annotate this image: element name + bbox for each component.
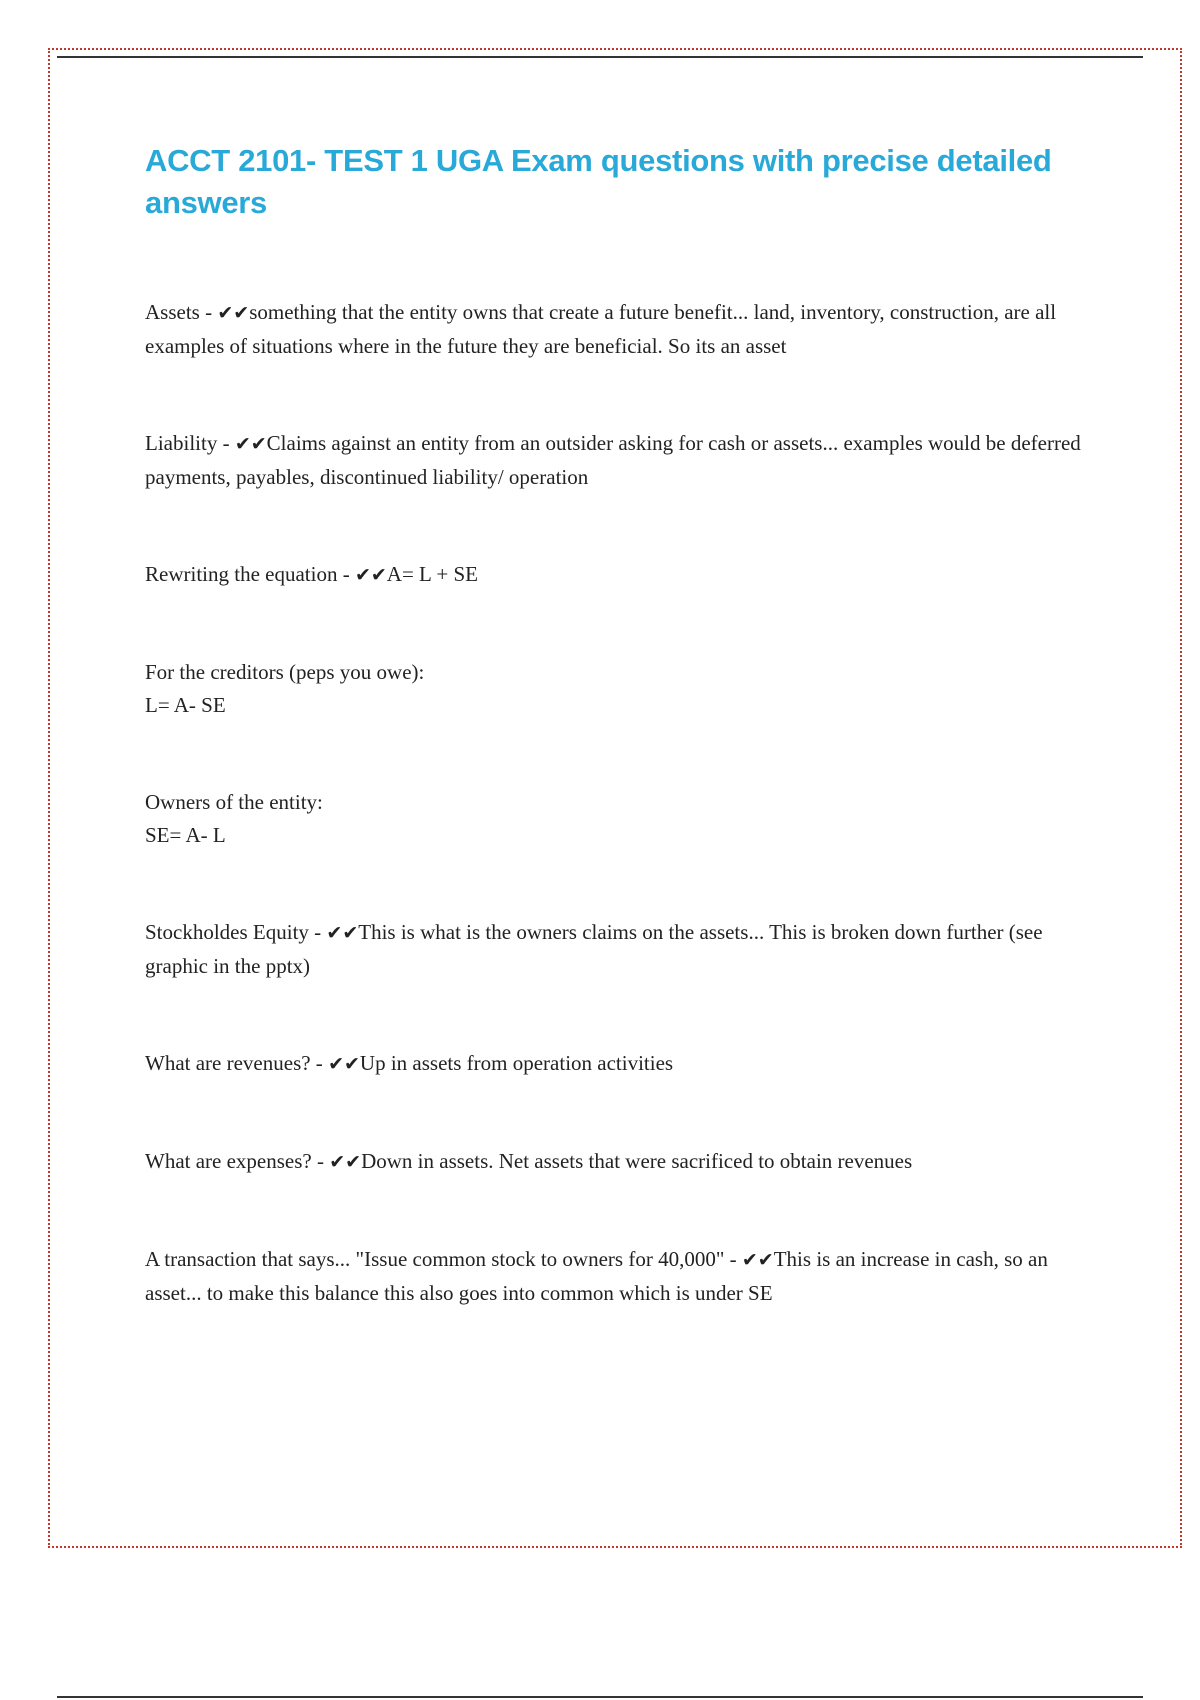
qa-text (145, 296, 1085, 363)
document-content (145, 140, 1085, 1374)
qa-text (145, 558, 1085, 592)
document-title: ACCT 2101- TEST 1 UGA Exam questions with precise detailed answers (145, 143, 1052, 220)
bottom-rule (57, 1696, 1143, 1698)
qa-text: Owners of the entity: (145, 790, 323, 814)
qa-answer: Down in assets. Net assets that were sacrificed to obtain revenues (361, 1149, 913, 1173)
qa-text (145, 427, 1085, 494)
qa-text (145, 1047, 1085, 1081)
qa-term: Assets - (145, 300, 218, 324)
qa-text (145, 916, 1085, 983)
qa-item-revenues (145, 1047, 1085, 1081)
checkmark-icon: ✔✔ (234, 433, 267, 455)
checkmark-icon: ✔✔ (328, 1053, 360, 1075)
qa-text: For the creditors (peps you owe): (145, 660, 425, 684)
qa-item-expenses (145, 1145, 1085, 1179)
checkmark-icon: ✔✔ (326, 922, 359, 944)
qa-list (145, 296, 1085, 1310)
qa-item-stockholders-equity (145, 916, 1085, 983)
qa-answer: Claims against an entity from an outsider asking for cash or assets... examples would be deferred payments, payables, discontinued liability/ operation (145, 431, 1081, 489)
qa-item-equation (145, 558, 1085, 592)
qa-item-liability (145, 427, 1085, 494)
qa-answer: A= L + SE (386, 562, 478, 586)
qa-item-creditors (145, 656, 1085, 722)
qa-term: Liability - (145, 431, 235, 455)
qa-term: A transaction that says... "Issue common stock to owners for 40,000" - (145, 1247, 742, 1271)
qa-answer: This is an increase in cash, so an asset... to make this balance this also goes into common which is under SE (145, 1247, 1048, 1305)
checkmark-icon: ✔✔ (741, 1249, 774, 1271)
qa-answer: This is what is the owners claims on the assets... This is broken down further (see graphic in the pptx) (145, 920, 1043, 978)
qa-text (145, 1145, 1085, 1179)
qa-answer: Up in assets from operation activities (359, 1051, 674, 1075)
checkmark-icon: ✔✔ (354, 564, 387, 586)
qa-term: Rewriting the equation - (145, 562, 355, 586)
qa-term: Stockholdes Equity - (145, 920, 327, 944)
qa-term: What are expenses? - (145, 1149, 330, 1173)
qa-answer: something that the entity owns that create a future benefit... land, inventory, construction, are all examples of situations where in the future they are beneficial. So its an asset (145, 300, 1057, 358)
qa-text (145, 1243, 1085, 1310)
checkmark-icon: ✔✔ (329, 1151, 362, 1173)
qa-term: What are revenues? - (145, 1051, 329, 1075)
qa-item-owners (145, 786, 1085, 852)
qa-item-assets (145, 296, 1085, 363)
formula: L= A- SE (145, 693, 226, 717)
formula: SE= A- L (145, 823, 226, 847)
checkmark-icon: ✔✔ (217, 302, 250, 324)
qa-item-transaction (145, 1243, 1085, 1310)
